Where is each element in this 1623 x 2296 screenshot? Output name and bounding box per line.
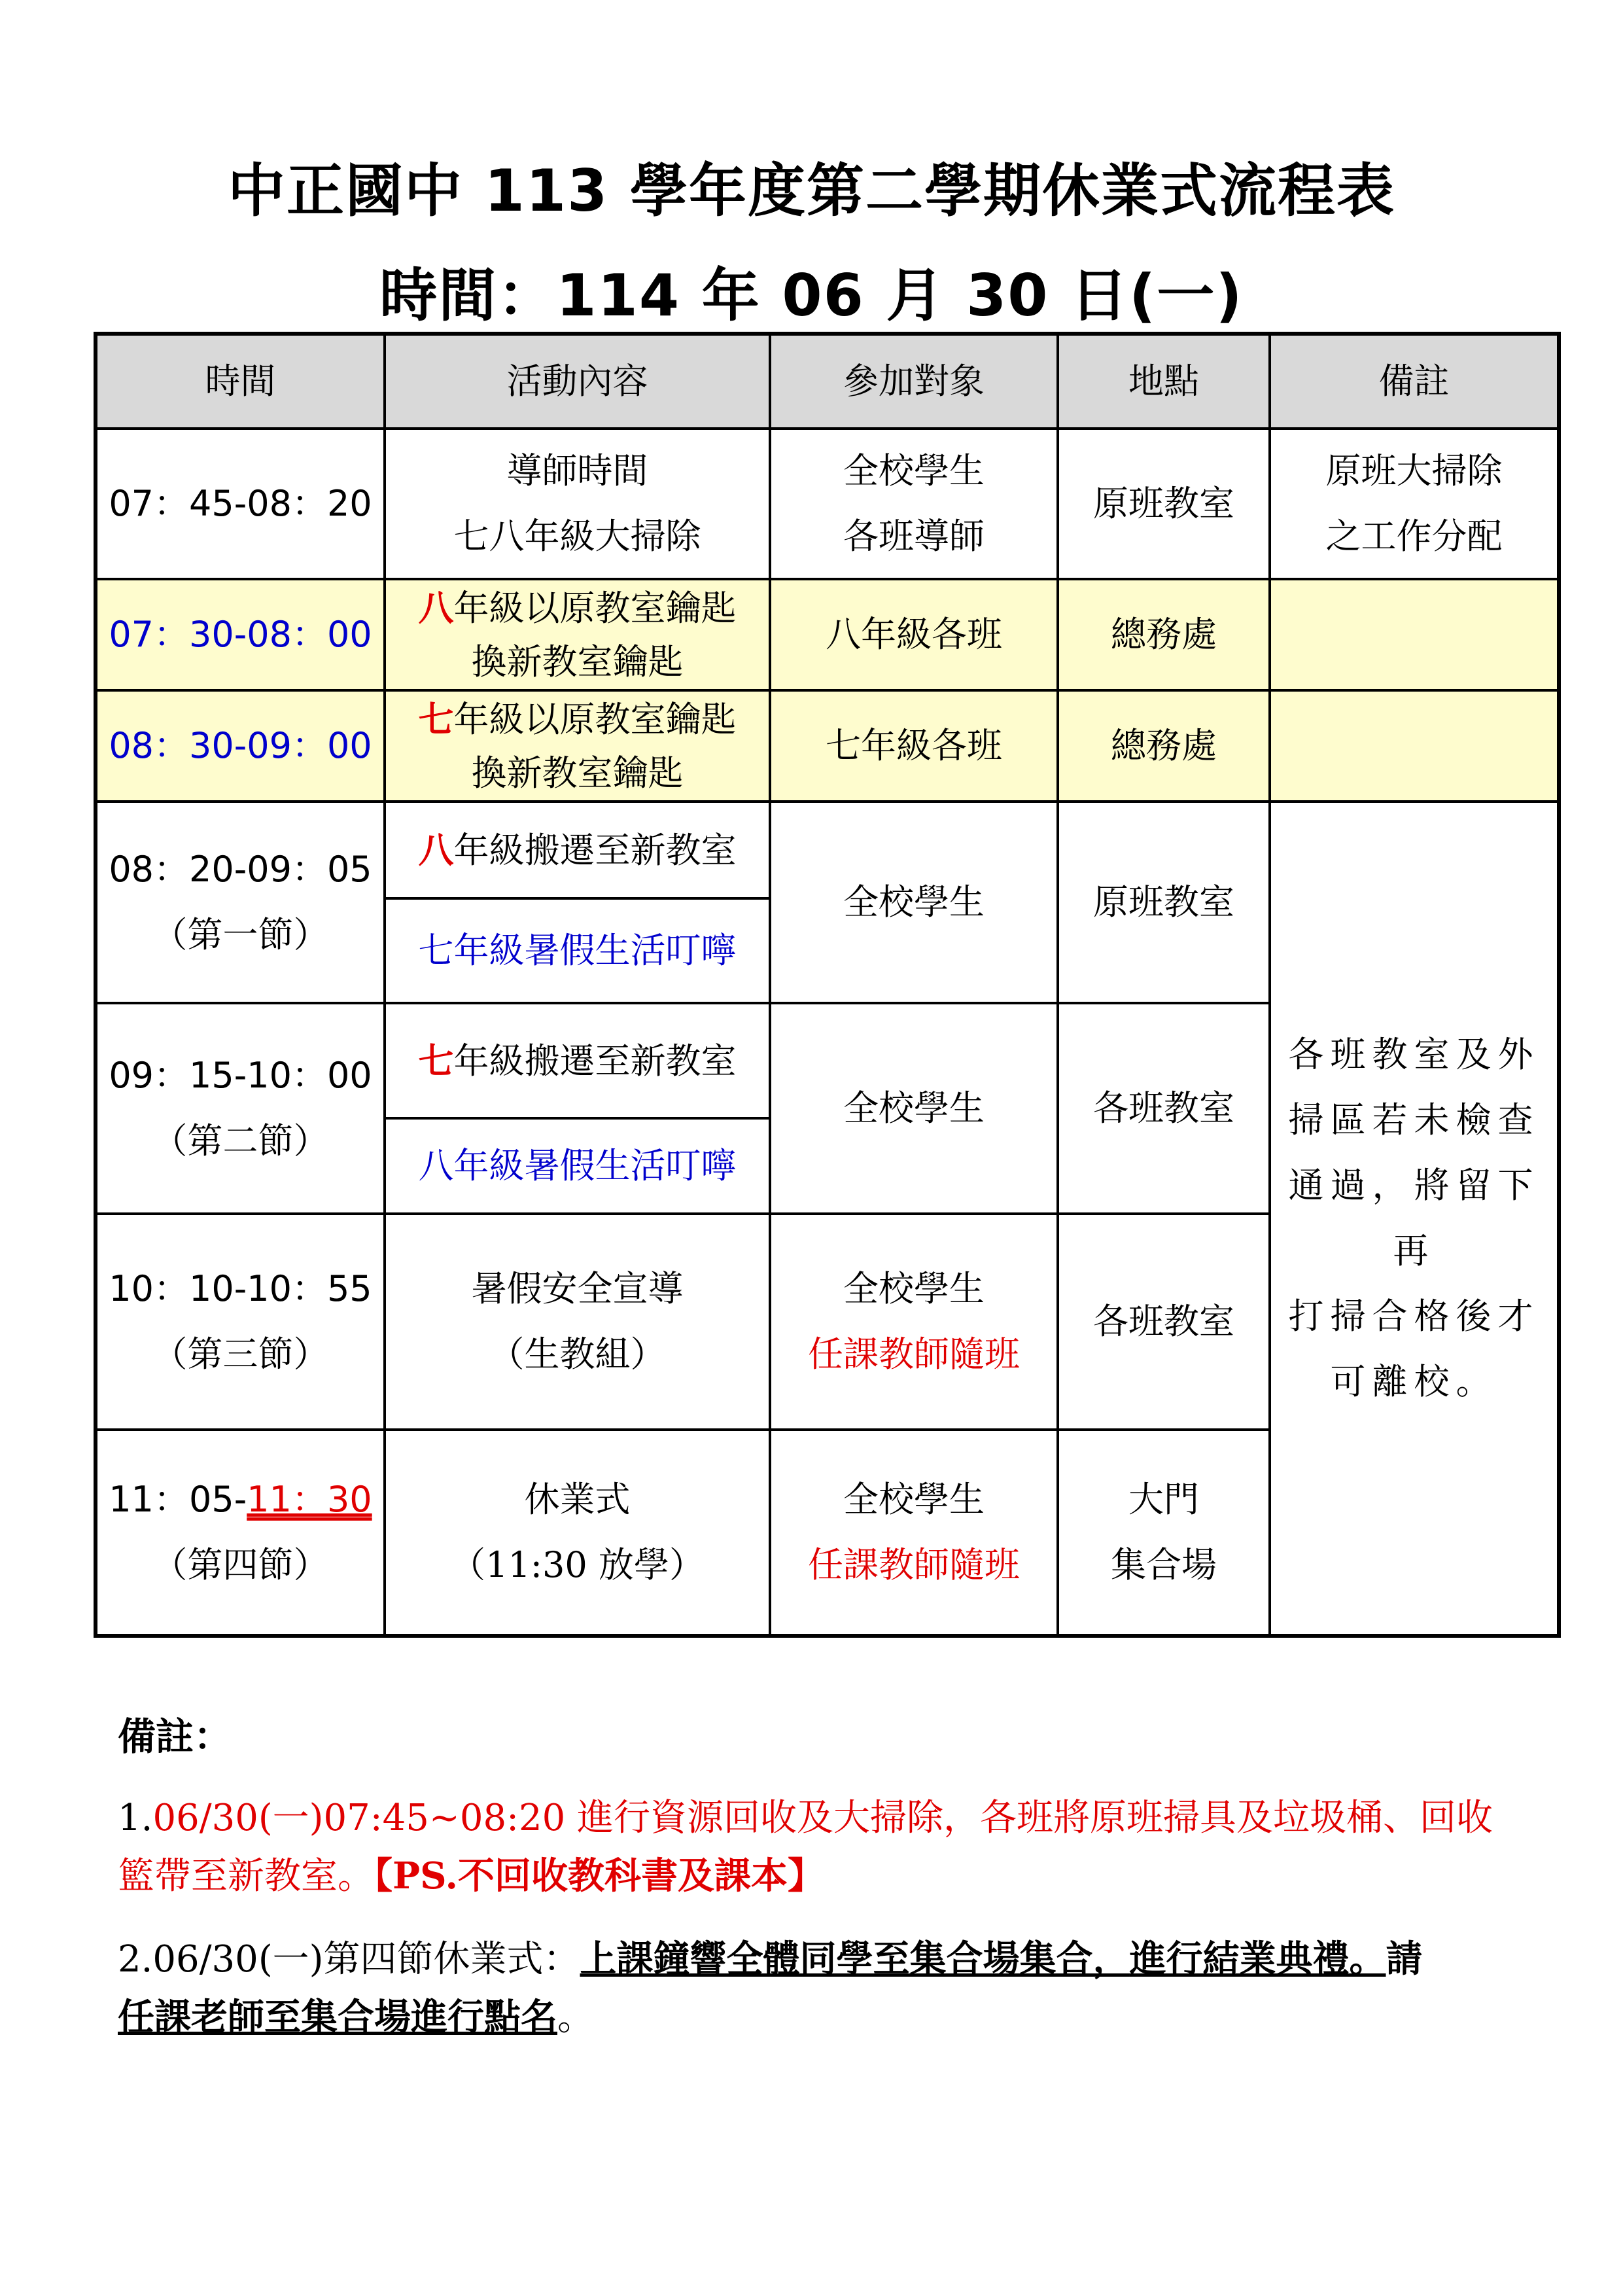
header-location: 地點 xyxy=(1058,334,1270,429)
participants-cell: 七年級各班 xyxy=(770,690,1058,802)
location-cell: 各班教室 xyxy=(1058,1214,1270,1430)
note-text: 06/30(一)07:45~08:20 進行資源回收及大掃除，各班將原班掃具及垃圾桶、回收 xyxy=(152,1797,1493,1839)
table-row xyxy=(96,579,1559,690)
activity-cell xyxy=(385,1003,770,1118)
schedule-table xyxy=(94,332,1561,1638)
activity-text: 年級以原教室鑰匙 xyxy=(453,587,737,629)
time-end-highlight: 11：30 xyxy=(247,1479,372,1520)
note-emphasis: 進行結業典禮。 xyxy=(1129,1937,1386,1981)
table-row xyxy=(96,802,1559,898)
location-line: 大門 xyxy=(1128,1479,1199,1520)
remarks-line: 可離校。 xyxy=(1330,1361,1498,1402)
time-range: 10：10-10：55 xyxy=(109,1268,372,1309)
participants-cell: 全校學生 xyxy=(770,1003,1058,1214)
note-text: 2.06/30(一)第四節休業式： xyxy=(118,1938,580,1981)
note-text: 籃帶至新教室。 xyxy=(118,1855,374,1898)
merged-remarks-cell xyxy=(1270,802,1559,1636)
time-range: 09：15-10：00 xyxy=(109,1055,372,1096)
remarks-line: 掃區若未檢查 xyxy=(1288,1099,1540,1140)
time-cell xyxy=(96,1003,385,1214)
activity-line: 導師時間 xyxy=(506,450,648,491)
participants-line: 全校學生 xyxy=(843,1268,985,1309)
participants-line: 各班導師 xyxy=(843,516,985,557)
header-activity: 活動內容 xyxy=(385,334,770,429)
time-cell xyxy=(96,1214,385,1430)
header-participants: 參加對象 xyxy=(770,334,1058,429)
time-cell xyxy=(96,802,385,1003)
activity-text: 年級搬遷至新教室 xyxy=(453,829,737,871)
activity-line: 暑假安全宣導 xyxy=(471,1268,684,1309)
location-cell: 原班教室 xyxy=(1058,802,1270,1003)
time-cell: 08：30-09：00 xyxy=(96,690,385,802)
time-cell: 07：30-08：00 xyxy=(96,579,385,690)
participants-line: 全校學生 xyxy=(843,1479,985,1520)
period-label: （第四節） xyxy=(152,1544,329,1585)
participants-line: 任課教師隨班 xyxy=(808,1333,1020,1375)
location-cell: 各班教室 xyxy=(1058,1003,1270,1214)
document-title: 中正國中 113 學年度第二學期休業式流程表 xyxy=(228,157,1395,224)
participants-cell: 八年級各班 xyxy=(770,579,1058,690)
remarks-cell xyxy=(1270,429,1559,579)
note-text: 。 xyxy=(557,1996,594,2039)
table-row xyxy=(96,429,1559,579)
note-emphasis: 請 xyxy=(1386,1937,1423,1981)
remarks-cell xyxy=(1270,690,1559,802)
note-2 xyxy=(118,1930,1524,2047)
period-label: （第三節） xyxy=(152,1333,329,1375)
time-range: 08：20-09：05 xyxy=(109,849,372,890)
remarks-line: 原班大掃除 xyxy=(1325,450,1503,491)
location-cell xyxy=(1058,1430,1270,1636)
header-time: 時間 xyxy=(96,334,385,429)
remarks-line: 通過，將留下再 xyxy=(1288,1165,1540,1271)
time-cell xyxy=(96,1430,385,1636)
activity-cell xyxy=(385,802,770,898)
activity-cell: 八年級暑假生活叮嚀 xyxy=(385,1118,770,1214)
remarks-line: 之工作分配 xyxy=(1325,516,1503,557)
header-remarks: 備註 xyxy=(1270,334,1559,429)
notes-heading: 備註： xyxy=(118,1714,232,1759)
time-range xyxy=(104,1467,377,1532)
table-header-row xyxy=(96,334,1559,429)
note-number: 1. xyxy=(118,1797,153,1839)
activity-cell xyxy=(385,579,770,690)
activity-cell: 七年級暑假生活叮嚀 xyxy=(385,898,770,1003)
activity-line: 七八年級大掃除 xyxy=(453,516,701,557)
participants-cell xyxy=(770,1214,1058,1430)
remarks-line: 各班教室及外 xyxy=(1288,1034,1540,1075)
note-emphasis: 任課老師至集合場進行點名 xyxy=(118,1996,557,2039)
activity-cell xyxy=(385,1214,770,1430)
note-emphasis: 【PS.不回收教科書及課本】 xyxy=(374,1854,825,1898)
location-cell: 總務處 xyxy=(1058,690,1270,802)
grade-highlight: 八 xyxy=(418,828,454,871)
activity-text: 年級搬遷至新教室 xyxy=(453,1040,737,1082)
time-cell: 07：45-08：20 xyxy=(96,429,385,579)
note-1 xyxy=(118,1790,1524,1905)
time-start: 11：05- xyxy=(109,1479,247,1520)
note-emphasis: 上課鐘響全體同學至集合場集合， xyxy=(580,1937,1130,1981)
activity-cell xyxy=(385,690,770,802)
activity-cell xyxy=(385,1430,770,1636)
participants-line: 任課教師隨班 xyxy=(808,1544,1020,1585)
activity-cell xyxy=(385,429,770,579)
activity-line: （11:30 放學） xyxy=(450,1544,705,1585)
activity-line: （生教組） xyxy=(489,1333,666,1375)
remarks-cell xyxy=(1270,579,1559,690)
period-label: （第一節） xyxy=(152,914,329,955)
activity-line xyxy=(393,581,762,635)
grade-highlight: 八 xyxy=(418,586,454,629)
location-cell: 總務處 xyxy=(1058,579,1270,690)
grade-highlight: 七 xyxy=(418,698,454,740)
location-cell: 原班教室 xyxy=(1058,429,1270,579)
participants-line: 全校學生 xyxy=(843,450,985,491)
activity-line: 換新教室鑰匙 xyxy=(471,752,684,794)
location-line: 集合場 xyxy=(1111,1544,1217,1585)
activity-line: 換新教室鑰匙 xyxy=(471,641,684,682)
table-row xyxy=(96,690,1559,802)
activity-text: 年級以原教室鑰匙 xyxy=(453,698,737,740)
remarks-line: 打掃合格後才 xyxy=(1288,1296,1540,1337)
grade-highlight: 七 xyxy=(418,1039,454,1082)
participants-cell xyxy=(770,429,1058,579)
activity-line: 休業式 xyxy=(524,1479,631,1520)
period-label: （第二節） xyxy=(152,1120,329,1161)
activity-line xyxy=(393,692,762,747)
participants-cell xyxy=(770,1430,1058,1636)
participants-cell: 全校學生 xyxy=(770,802,1058,1003)
document-date: 時間：114 年 06 月 30 日(一) xyxy=(379,262,1244,329)
